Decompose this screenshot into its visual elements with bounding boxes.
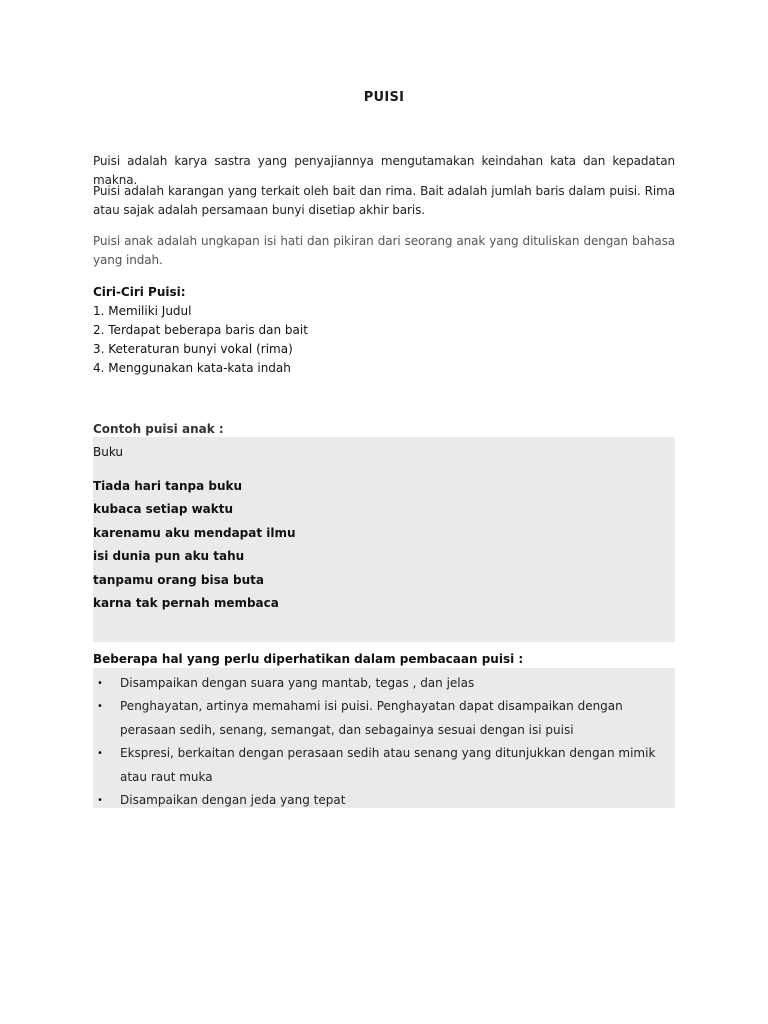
example-label: Contoh puisi anak : xyxy=(93,422,224,436)
definition-paragraph: Puisi adalah karya sastra yang penyajiannya mengutamakan keindahan kata dan kepadatan makna. xyxy=(93,154,675,187)
bullet-icon: • xyxy=(97,795,103,807)
page-title: PUISI xyxy=(363,90,405,105)
reading-notes-list xyxy=(93,672,675,812)
list-item xyxy=(93,695,675,742)
bullet-icon: • xyxy=(97,748,103,760)
poem-line: tanpamu orang bisa buta xyxy=(93,572,264,587)
list-item-text: Penghayatan, artinya memahami isi puisi. Penghayatan dapat disampaikan dengan perasaan sedih, senang, semangat, dan sebagainya sesuai dengan isi puisi xyxy=(120,699,623,737)
list-item xyxy=(93,789,675,812)
structure-paragraph: Puisi adalah karangan yang terkait oleh bait dan rima. Bait adalah jumlah baris dalam puisi. Rima atau sajak adalah persamaan bunyi disetiap akhir baris. xyxy=(93,184,675,217)
reading-notes-heading: Beberapa hal yang perlu diperhatikan dalam pembacaan puisi : xyxy=(93,652,524,666)
example-poem-box xyxy=(93,437,675,642)
list-item-text: Disampaikan dengan jeda yang tepat xyxy=(120,793,346,808)
poem-line: kubaca setiap waktu xyxy=(93,502,234,517)
characteristic-item: 3. Keteraturan bunyi vokal (rima) xyxy=(93,342,293,356)
poem-title: Buku xyxy=(93,445,124,459)
poem-line: isi dunia pun aku tahu xyxy=(93,549,245,564)
characteristics-section xyxy=(93,283,675,378)
list-item-text: Ekspresi, berkaitan dengan perasaan sedih atau senang yang ditunjukkan dengan mimik atau raut muka xyxy=(120,746,656,784)
poem-lines xyxy=(93,475,296,615)
list-item-text: Disampaikan dengan suara yang mantab, tegas , dan jelas xyxy=(120,676,475,690)
poem-line: karna tak pernah membaca xyxy=(93,596,279,611)
characteristics-heading: Ciri-Ciri Puisi: xyxy=(93,285,186,299)
bullet-icon: • xyxy=(97,701,103,713)
characteristic-item: 4. Menggunakan kata-kata indah xyxy=(93,361,291,375)
list-item xyxy=(93,742,675,789)
characteristic-item: 1. Memiliki Judul xyxy=(93,304,192,318)
list-item xyxy=(93,672,675,695)
poem-line: Tiada hari tanpa buku xyxy=(93,479,243,493)
bullet-icon: • xyxy=(97,678,103,689)
children-poem-paragraph: Puisi anak adalah ungkapan isi hati dan pikiran dari seorang anak yang dituliskan dengan bahasa yang indah. xyxy=(93,234,675,267)
characteristic-item: 2. Terdapat beberapa baris dan bait xyxy=(93,323,308,337)
poem-line: karenamu aku mendapat ilmu xyxy=(93,525,296,540)
reading-notes-box xyxy=(93,668,675,808)
